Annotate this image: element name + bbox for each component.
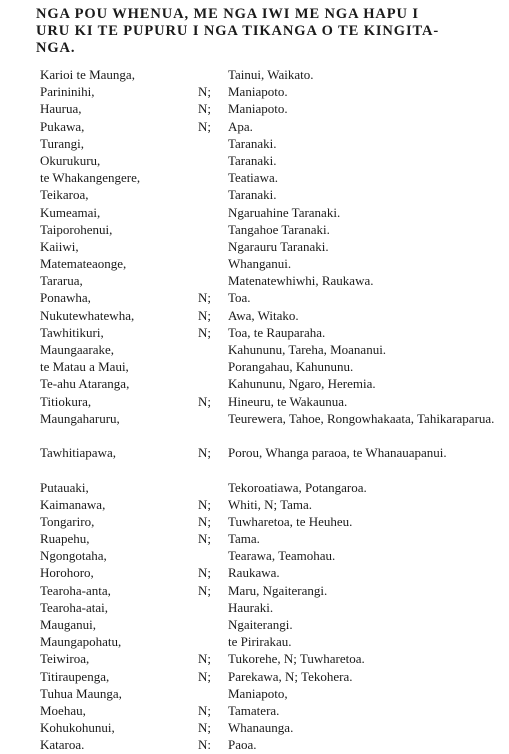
entry-place: Maungapohatu, [40,634,122,650]
entry-mark: N; [198,668,211,684]
entry-place: Titiraupenga, [40,668,110,684]
entry-place: Maungaarake, [40,342,114,357]
entry-tribe: Teurewera, Tahoe, Rongowhakaata, Tahikaraparua. [228,410,495,426]
entry-place: Mauganui, [40,617,96,633]
entry-row [0,358,509,375]
heading-line-1: NGA POU WHENUA, ME NGA IWI ME NGA HAPU I [36,6,419,22]
entry-row [0,513,509,530]
entry-row [0,668,509,685]
entry-tribe: Ngarauru Taranaki. [228,238,329,254]
entry-place: Ruapehu, [40,531,90,547]
entry-tribe: Porou, Whanga paraoa, te Whanauapanui. [228,445,447,461]
entry-place: Turangi, [40,135,84,151]
entry-tribe: te Pirirakau. [228,634,292,650]
entry-tribe: Tuwharetoa, te Heuheu. [228,513,353,529]
entry-tribe: Tekoroatiawa, Potangaroa. [228,479,367,495]
entry-row [0,221,509,238]
entry-place: Okurukuru, [40,152,101,168]
entry-tribe: Ngaiterangi. [228,617,293,633]
entry-row [0,736,509,753]
entry-tribe: Teatiawa. [228,170,278,186]
entry-tribe: Tainui, Waikato. [228,67,314,82]
entry-place: te Matau a Maui, [40,359,129,375]
entry-tribe: Whiti, N; Tama. [228,496,313,512]
entry-row [0,100,509,117]
entry-tribe: Tama. [228,531,260,547]
entry-place: Teiwiroa, [40,651,90,667]
entry-mark: N; [198,651,211,667]
entry-row [0,204,509,221]
entry-place: Nukutewhatewha, [40,307,135,323]
entry-mark: N; [198,496,211,512]
entry-row [0,169,509,186]
entry-row [0,152,509,169]
entry-row [0,238,509,255]
entry-row [0,479,509,496]
entry-tribe: Tangahoe Taranaki. [228,221,330,237]
entry-row [0,186,509,203]
entry-row [0,375,509,392]
entry-row [0,685,509,702]
entry-mark: N; [198,290,211,306]
entry-row [0,341,509,358]
entry-place: Kohukohunui, [40,720,115,736]
entry-place: Kumeamai, [40,204,101,220]
entry-tribe: Kahununu, Tareha, Moananui. [228,342,387,357]
entry-mark: N; [198,513,211,529]
entry-tribe: Whanganui. [228,256,292,272]
entry-row [0,135,509,152]
entry-place: Tawhitiapawa, [40,445,116,461]
entry-row [0,66,509,83]
entry-row [0,633,509,650]
entry-tribe: Kahununu, Ngaro, Heremia. [228,376,376,392]
entry-tribe: Whanaunga. [228,720,294,736]
entry-row [0,616,509,633]
entry-mark: N; [198,702,211,718]
entry-row [0,118,509,135]
entry-tribe: Taranaki. [228,135,277,151]
entry-place: Ponawha, [40,290,91,306]
entry-place: Taiporohenui, [40,221,113,237]
entry-mark: N: [198,737,211,753]
entry-tribe: Paoa. [228,737,257,753]
entry-tribe: Parekawa, N; Tekohera. [228,668,353,684]
entry-place: Kataroa. [40,737,85,753]
entry-place: Pukawa, [40,118,85,134]
entry-tribe: Maru, Ngaiterangi. [228,582,328,598]
entry-tribe: Awa, Witako. [228,307,299,323]
entry-mark: N; [198,531,211,547]
entry-row [0,444,509,478]
entry-tribe: Hauraki. [228,599,274,615]
entry-row [0,564,509,581]
entry-tribe: Toa, te Rauparaha. [228,324,326,340]
entry-tribe: Tearawa, Teamohau. [228,548,336,564]
entry-place: Matemateaonge, [40,256,127,272]
entry-place: Maungaharuru, [40,410,120,426]
entry-place: Tongariro, [40,513,95,529]
entry-place: Titiokura, [40,393,92,409]
page-heading [36,6,476,57]
entry-place: te Whakangengere, [40,170,141,186]
entry-tribe: Maniapoto, [228,685,288,701]
entry-row [0,530,509,547]
entry-row [0,650,509,667]
entry-row [0,547,509,564]
entry-place: Kaiiwi, [40,238,79,254]
heading-line-3: NGA. [36,40,76,56]
entry-row [0,719,509,736]
entry-mark: N; [198,118,211,134]
entry-place: Moehau, [40,702,86,718]
entry-tribe: Maniapoto. [228,101,288,117]
entry-place: Haurua, [40,101,82,117]
entry-tribe: Porangahau, Kahununu. [228,359,354,375]
entry-tribe: Tamatera. [228,702,280,718]
entry-tribe: Tukorehe, N; Tuwharetoa. [228,651,365,667]
entry-tribe: Matenatewhiwhi, Raukawa. [228,273,374,289]
entry-row [0,272,509,289]
entry-place: Putauaki, [40,479,89,495]
entry-tribe: Taranaki. [228,152,277,168]
entry-mark: N; [198,84,211,100]
entry-mark: N; [198,324,211,340]
entry-mark: N; [198,307,211,323]
entry-tribe: Toa. [228,290,251,306]
entry-tribe: Raukawa. [228,565,280,581]
entry-tribe: Hineuru, te Wakaunua. [228,393,348,409]
entry-row [0,410,509,444]
heading-line-2: URU KI TE PUPURU I NGA TIKANGA O TE KINGITA- [36,23,440,39]
entry-row [0,83,509,100]
entry-row [0,496,509,513]
entry-row [0,255,509,272]
entry-place: Karioi te Maunga, [40,67,135,82]
entries-list [0,66,509,754]
entry-row [0,307,509,324]
entry-mark: N; [198,101,211,117]
entry-place: Parininihi, [40,84,95,100]
entry-place: Tearoha-atai, [40,599,109,615]
entry-place: Ngongotaha, [40,548,107,564]
entry-mark: N; [198,720,211,736]
entry-tribe: Taranaki. [228,187,277,203]
entry-place: Tawhitikuri, [40,324,104,340]
entry-row [0,393,509,410]
entry-place: Horohoro, [40,565,94,581]
entry-tribe: Ngaruahine Taranaki. [228,204,341,220]
entry-mark: N; [198,565,211,581]
entry-place: Tararua, [40,273,83,289]
entry-row [0,289,509,306]
entry-row [0,324,509,341]
entry-row [0,582,509,599]
entry-tribe: Maniapoto. [228,84,288,100]
entry-place: Te-ahu Ataranga, [40,376,130,392]
entry-mark: N; [198,582,211,598]
entry-mark: N; [198,445,211,461]
entry-place: Kaimanawa, [40,496,106,512]
entry-row [0,599,509,616]
entry-place: Teikaroa, [40,187,89,203]
entry-mark: N; [198,393,211,409]
entry-place: Tuhua Maunga, [40,685,122,701]
entry-place: Tearoha-anta, [40,582,111,598]
entry-tribe: Apa. [228,118,253,134]
